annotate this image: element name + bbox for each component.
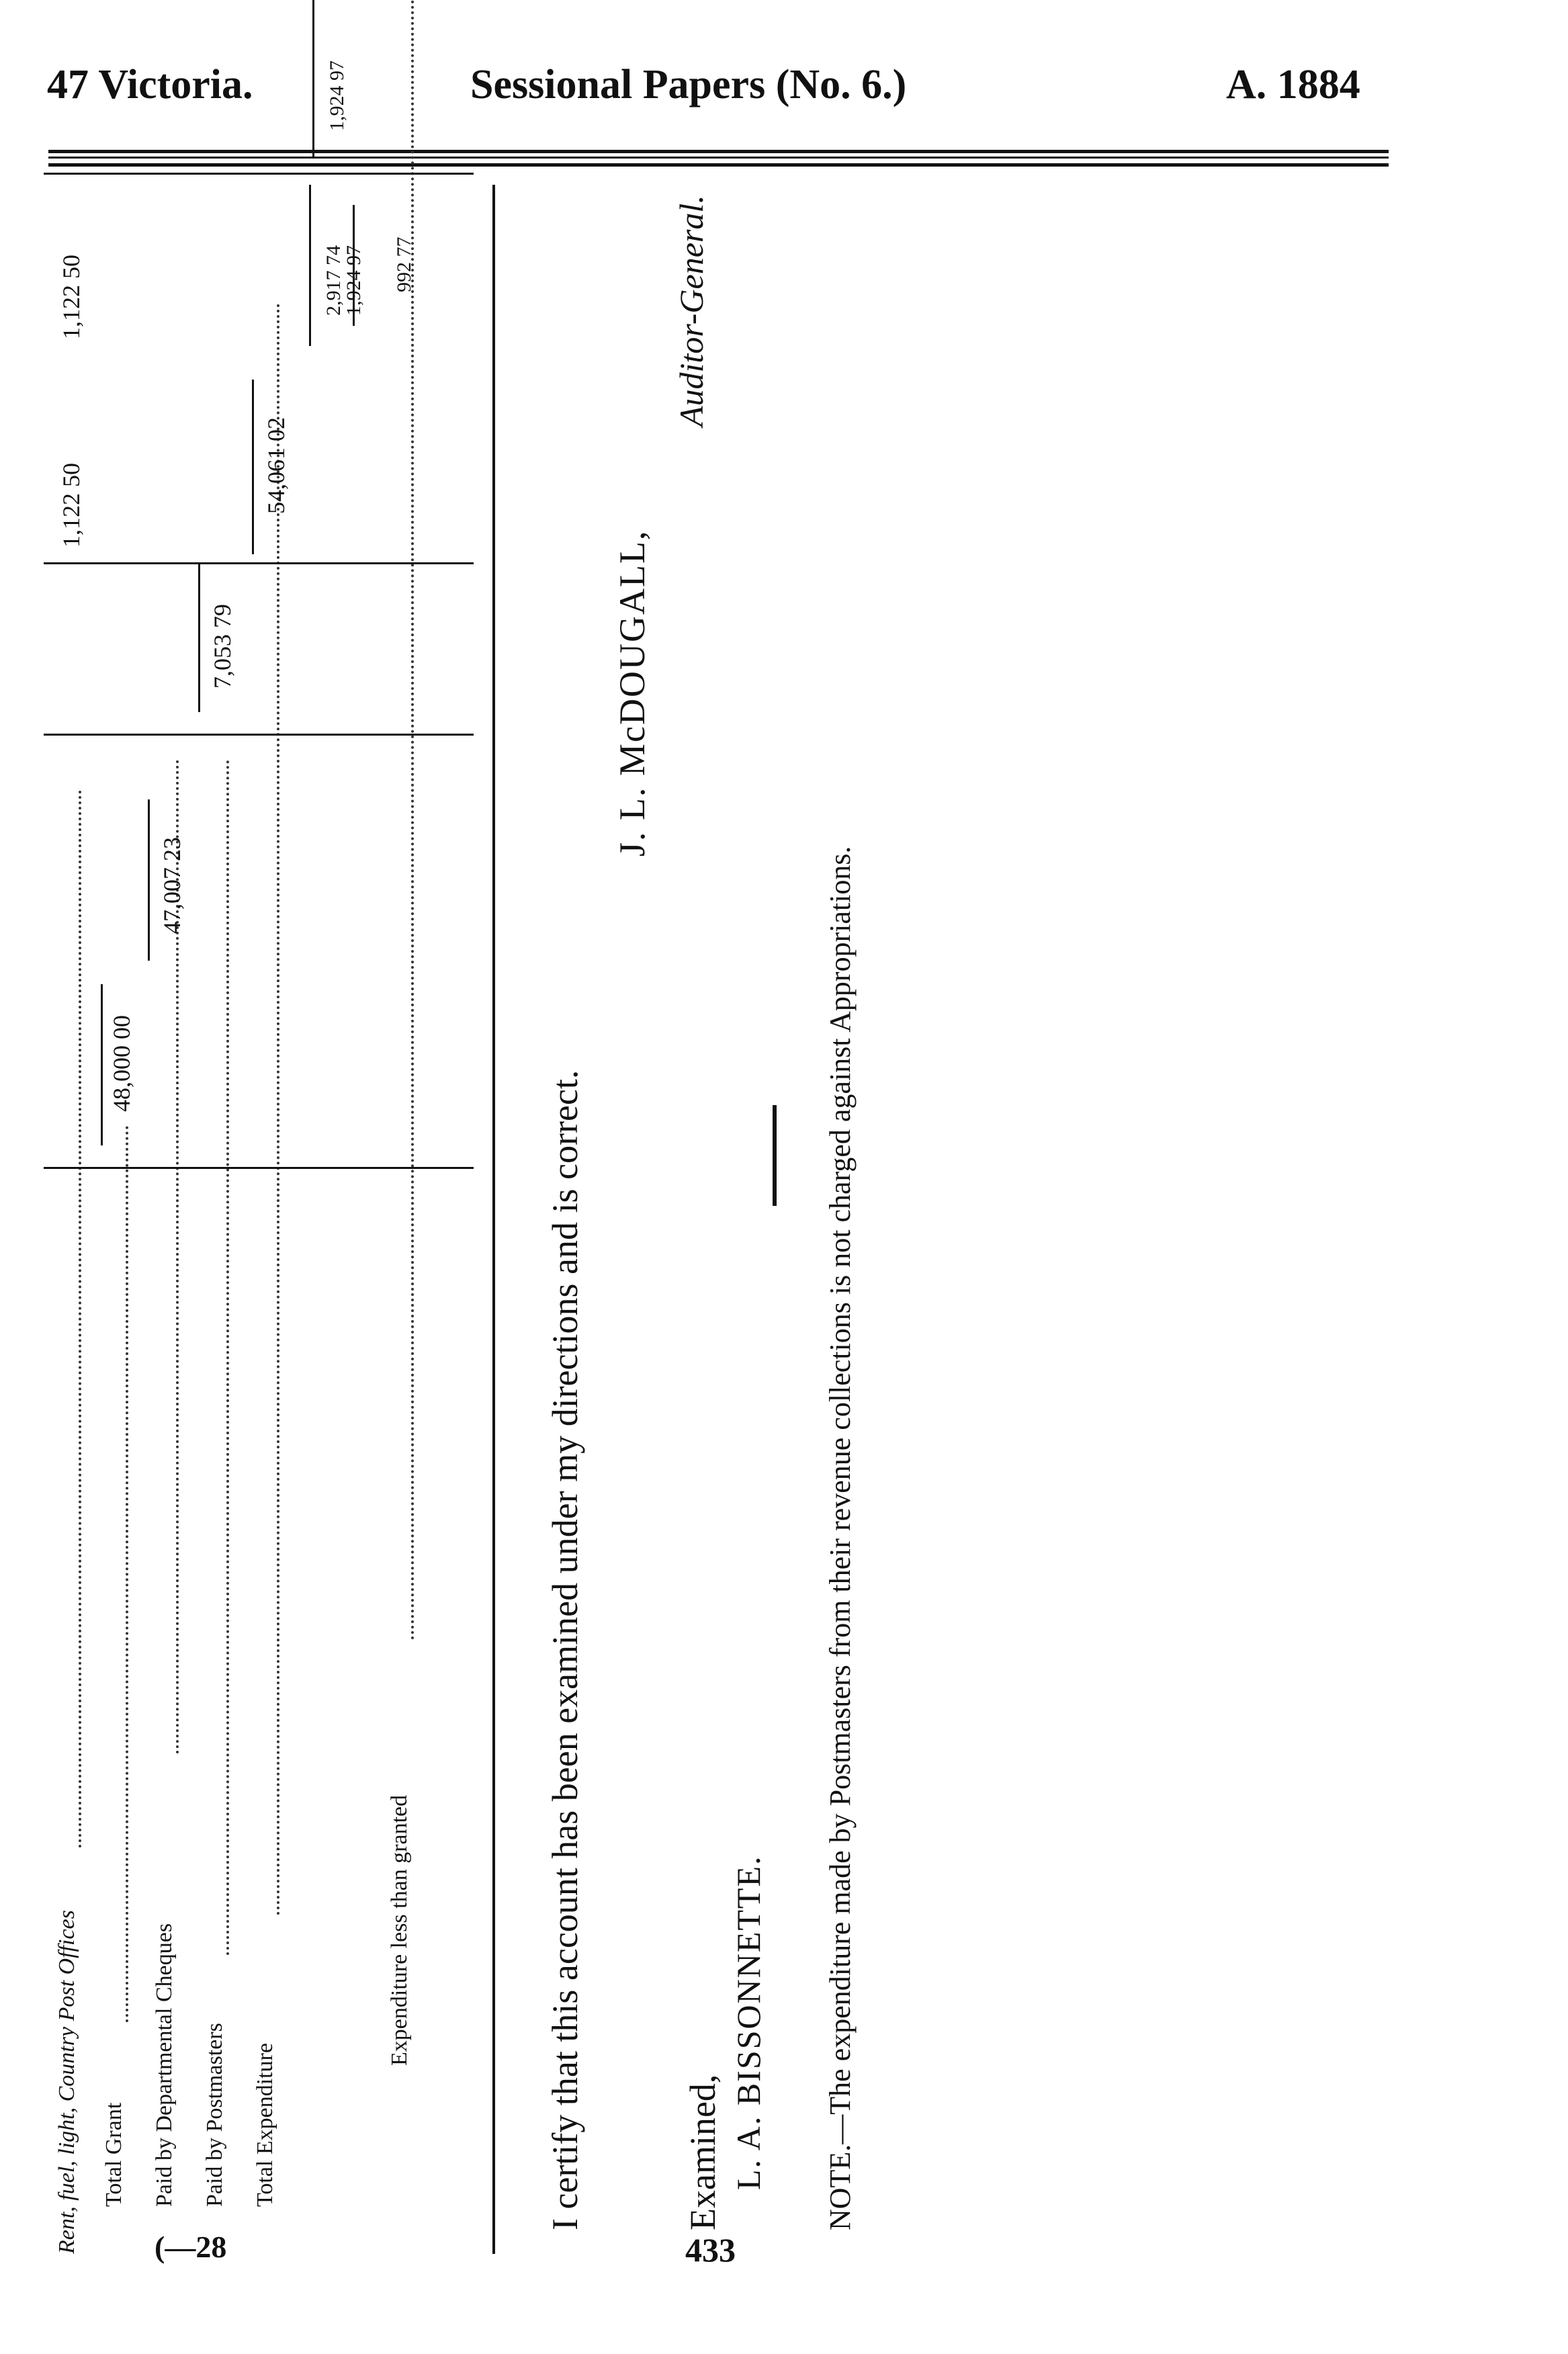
running-head-year: A. 1884 <box>1226 62 1360 107</box>
paid-departmental-value: 47,007 23 <box>159 837 185 934</box>
total-grant-value: 48,000 00 <box>108 1015 135 1112</box>
running-head-session: 47 Victoria. <box>47 62 253 107</box>
expenditure-less-label: Expenditure less than granted <box>387 1794 412 2066</box>
total-grant-label: Total Grant <box>101 2102 126 2207</box>
header-rule <box>48 163 1389 167</box>
dot-leader <box>226 759 229 1955</box>
certificate-statement: I certify that this account has been examined under my directions and is correct. <box>545 1070 585 2230</box>
total-expenditure-label: Total Expenditure <box>253 2042 277 2207</box>
sum-rule <box>101 984 103 1145</box>
paid-postmasters-value: 7,053 79 <box>209 604 236 689</box>
column-value-1: 2,917 74 <box>322 245 345 316</box>
signer-name: J. L. McDOUGALL, <box>612 529 652 857</box>
signer-title: Auditor-General. <box>672 195 710 427</box>
column-value-4: 1,924 97 <box>326 60 348 131</box>
column-rule <box>44 173 474 175</box>
total-expenditure-row <box>245 2043 286 2207</box>
paid-departmental-row <box>144 1923 185 2207</box>
column-rule <box>44 734 474 736</box>
footnote: NOTE.—The expenditure made by Postmasters from their revenue collections is not charged against Appropriations. <box>824 846 857 2230</box>
total-expenditure-value: 54,061 02 <box>263 417 290 514</box>
total-grant-row <box>94 2103 134 2207</box>
sum-rule <box>252 380 254 554</box>
folio-mark: (—28 <box>155 2230 227 2264</box>
paid-departmental-label: Paid by Departmental Cheques <box>152 1923 177 2207</box>
separator-dash <box>773 1105 777 1206</box>
header-rule <box>48 150 1389 153</box>
paid-postmasters-row <box>195 2023 235 2207</box>
page-number: 433 <box>685 2231 736 2269</box>
sum-rule <box>198 564 200 712</box>
dot-leader <box>126 1125 128 2022</box>
sum-rule <box>148 799 150 961</box>
table-bottom-rule <box>492 185 495 2254</box>
column-rule <box>44 562 474 564</box>
dot-leader <box>277 302 279 1915</box>
title-value-a: 1,122 50 <box>58 255 85 339</box>
header-rule <box>48 157 1389 159</box>
sum-rule <box>309 185 311 346</box>
dot-leader <box>79 789 81 1847</box>
paid-postmasters-label: Paid by Postmasters <box>202 2023 227 2207</box>
account-title-row <box>47 1910 87 2254</box>
title-value-b: 1,122 50 <box>58 463 85 548</box>
expenditure-less-row <box>380 1795 420 2066</box>
examined-label: Examined, <box>683 2074 723 2230</box>
account-title: Rent, fuel, light, Country Post Offices <box>54 1910 79 2254</box>
column-value-3: 992 77 <box>393 236 415 292</box>
running-head-title: Sessional Papers (No. 6.) <box>470 62 907 107</box>
sum-rule <box>312 0 314 158</box>
column-value-2: 1,924 97 <box>343 245 365 316</box>
examiner-name: L. A. BISSONNETTE. <box>730 1855 767 2190</box>
column-rule <box>44 1167 474 1169</box>
